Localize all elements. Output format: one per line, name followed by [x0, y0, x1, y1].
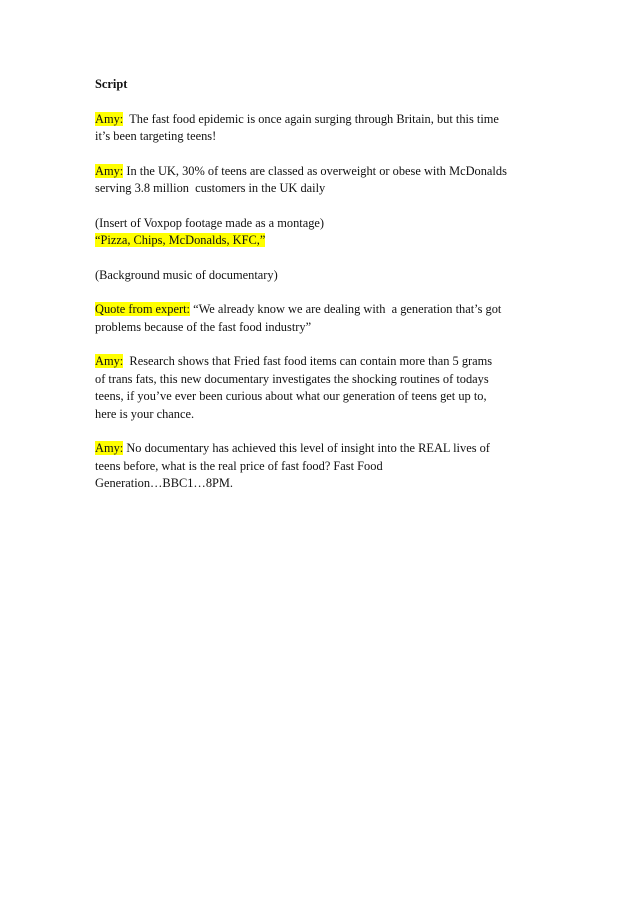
- highlighted-line: [95, 232, 555, 250]
- speaker-label: Amy:: [95, 111, 124, 126]
- text-line: [95, 440, 555, 458]
- line-text: The fast food epidemic is once again surging through Britain, but this time: [123, 111, 499, 126]
- line-text: here is your chance.: [95, 406, 195, 421]
- script-body: [95, 76, 555, 510]
- speaker-label: Amy:: [95, 354, 124, 368]
- text-line: [95, 353, 555, 371]
- script-paragraph: [95, 301, 555, 336]
- line-text: problems because of the fast food industry”: [95, 319, 312, 334]
- line-text: No documentary has achieved this level of insight into the REAL lives of: [123, 441, 490, 455]
- line-text: “We already know we are dealing with a generation that’s got: [189, 302, 502, 316]
- stage-direction: [95, 267, 555, 285]
- line-text: Research shows that Fried fast food items can contain more than 5 grams: [123, 354, 493, 368]
- line-text: of trans fats, this new documentary investigates the shocking routines of todays: [95, 371, 489, 386]
- document-title: Script: [95, 77, 128, 91]
- text-line: [95, 111, 555, 129]
- line-text: serving 3.8 million customers in the UK daily: [95, 181, 326, 195]
- script-paragraph: [95, 163, 555, 198]
- script-paragraph: [95, 440, 555, 493]
- text-line: [95, 163, 555, 181]
- line-text: teens, if you’ve ever been curious about what our generation of teens get up to,: [95, 389, 487, 403]
- line-text: Generation…BBC1…8PM.: [95, 476, 234, 490]
- text-line: [95, 301, 555, 319]
- script-paragraph: [95, 353, 555, 423]
- line-text: it’s been targeting teens!: [95, 129, 217, 143]
- speaker-label: Amy:: [95, 441, 124, 455]
- line-text: (Background music of documentary): [95, 267, 278, 282]
- voxpop-quote: “Pizza, Chips, McDonalds, KFC,”: [95, 233, 266, 247]
- speaker-label: Amy:: [95, 163, 124, 178]
- line-text: (Insert of Voxpop footage made as a montage): [95, 215, 325, 230]
- stage-direction: [95, 215, 555, 250]
- script-paragraph: [95, 111, 555, 146]
- line-text: teens before, what is the real price of fast food? Fast Food: [95, 458, 383, 473]
- speaker-label: Quote from expert:: [95, 302, 190, 316]
- line-text: In the UK, 30% of teens are classed as overweight or obese with McDonalds: [123, 163, 507, 178]
